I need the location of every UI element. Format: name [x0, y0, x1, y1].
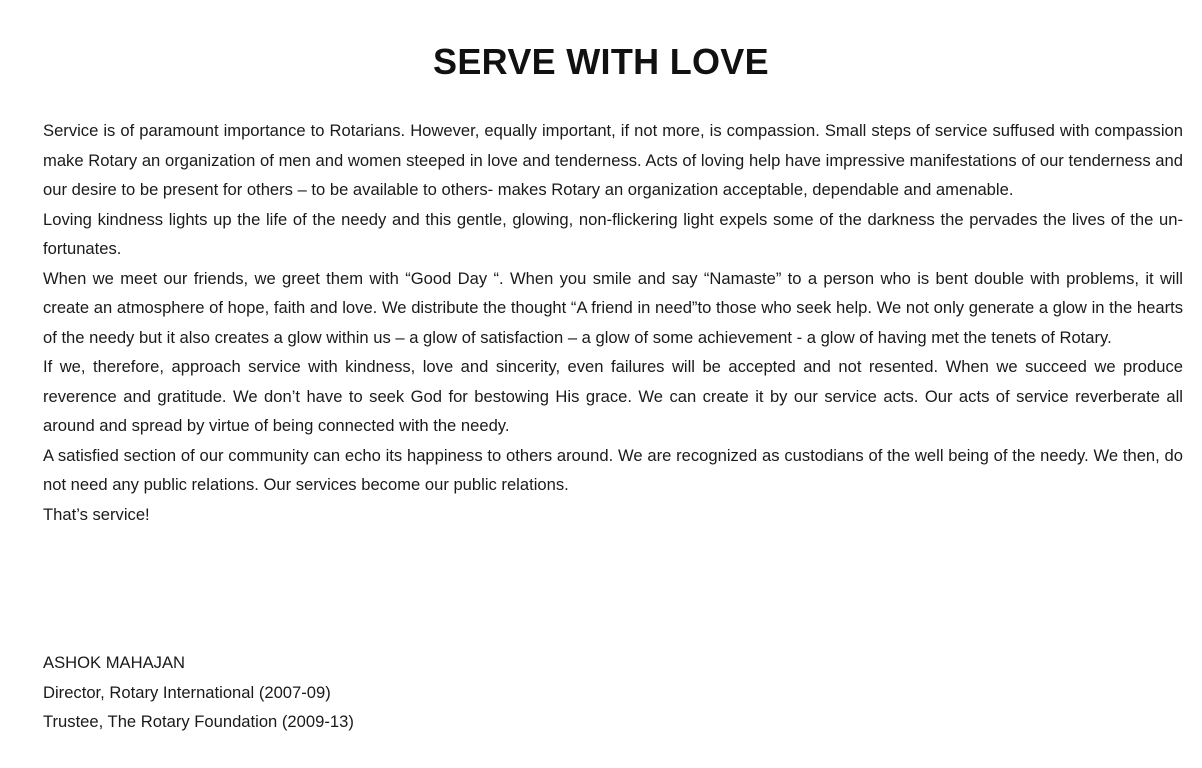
paragraph-greeting-friends: When we meet our friends, we greet them with “Good Day “. When you smile and say “Namaste” to a person who is bent double with problems, it will create an atmosphere of hope, faith and love. We distribute the thought “A friend in need”to those who seek help. We not only generate a glow in the hearts of the needy but it also creates a glow within us – a glow of satisfaction – a glow of some achievement - a glow of having met the tenets of Rotary. [43, 268, 1183, 347]
paragraph-community-echo: A satisfied section of our community can echo its happiness to others around. We are recognized as custodians of the well being of the needy. We then, do not need any public relations. Our services become our public relations. [43, 445, 1183, 494]
signature-block [43, 648, 643, 737]
author-name: ASHOK MAHAJAN [43, 653, 185, 672]
paragraph-loving-kindness: Loving kindness lights up the life of the needy and this gentle, glowing, non-flickering light expels some of the darkness the pervades the lives of the un-fortunates. [43, 209, 1183, 258]
paragraph-service-importance: Service is of paramount importance to Rotarians. However, equally important, if not more, is compassion. Small steps of service suffused with compassion make Rotary an organization of men and women steeped in love and tenderness. Acts of loving help have impressive manifestations of our tenderness and our desire to be present for others – to be available to others- makes Rotary an organization acceptable, dependable and amenable. [43, 121, 1183, 199]
author-role-trustee: Trustee, The Rotary Foundation (2009-13) [43, 712, 354, 731]
article-title: SERVE WITH LOVE [433, 41, 769, 82]
paragraph-closing-line: That’s service! [43, 504, 150, 524]
author-role-director: Director, Rotary International (2007-09) [43, 682, 331, 702]
paragraph-kindness-approach: If we, therefore, approach service with kindness, love and sincerity, even failures will be accepted and not resented. When we succeed we produce reverence and gratitude. We don’t have to seek God for bestowing His grace. We can create it by our service acts. Our acts of service reverberate all around and spread by virtue of being connected with the needy. [43, 357, 1183, 435]
article-body [43, 116, 1183, 529]
